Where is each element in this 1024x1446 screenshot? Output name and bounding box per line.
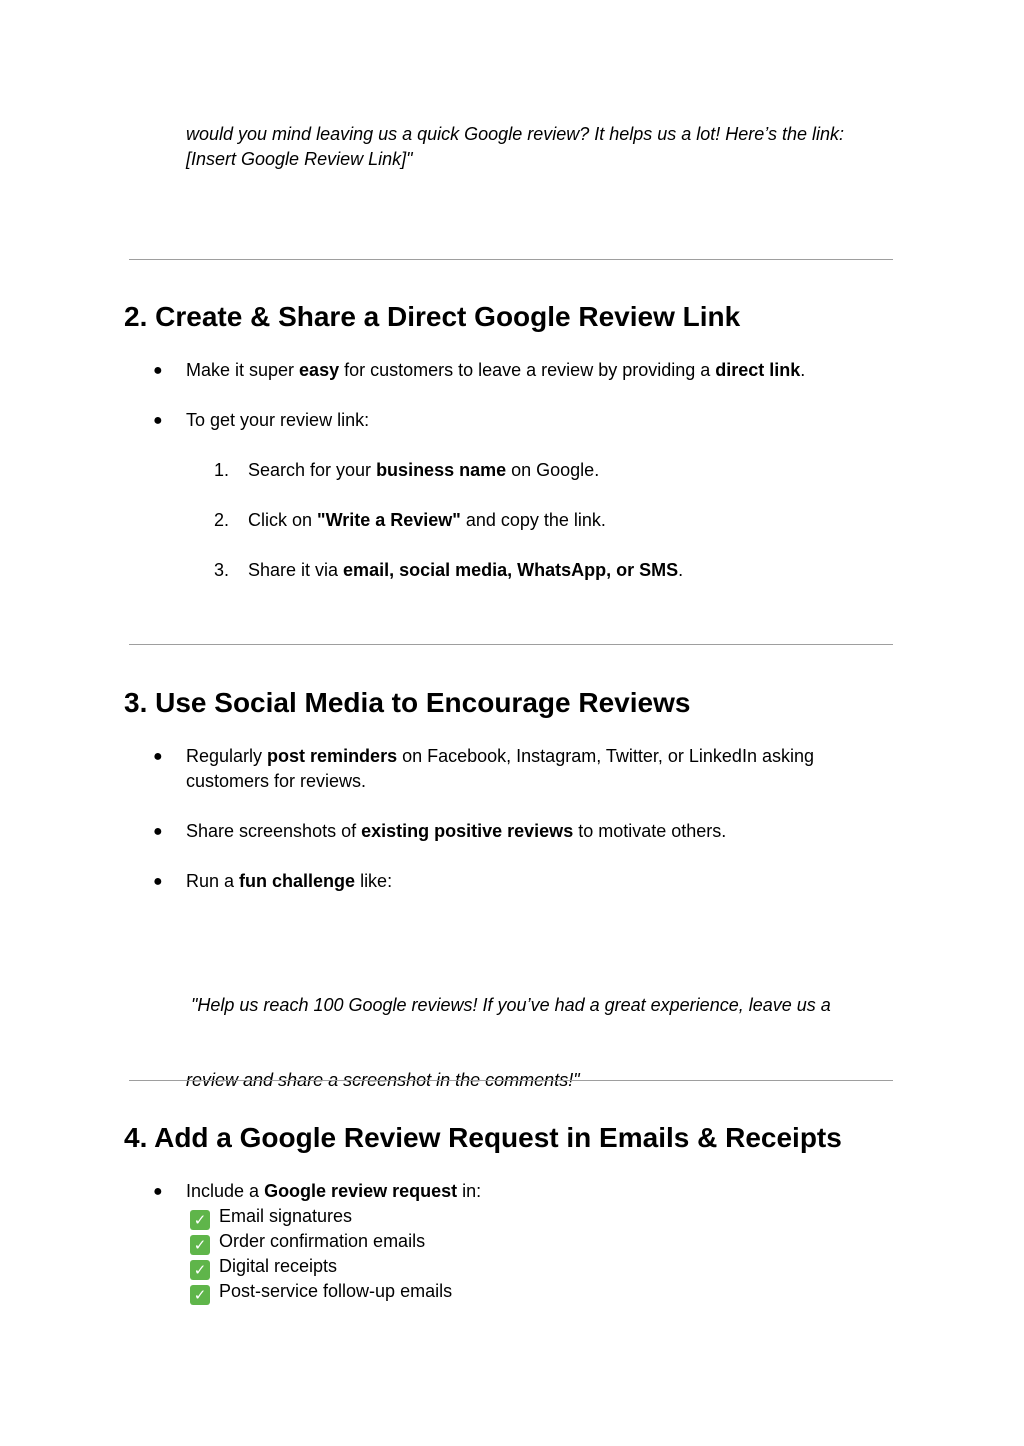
- text-run: Make it super: [186, 360, 300, 380]
- text-run: to motivate others.: [573, 821, 727, 841]
- step-number: 1.: [214, 460, 230, 480]
- text-run: Regularly: [186, 746, 268, 766]
- intro-quote-line-2: [Insert Google Review Link]": [186, 149, 413, 169]
- section-2-bullet-2: To get your review link:: [186, 410, 370, 430]
- text-run: like:: [355, 871, 393, 891]
- checklist-item: [190, 1279, 452, 1305]
- step-3: [248, 558, 683, 583]
- bullet-icon: ●: [153, 412, 163, 429]
- text-run: Click on: [248, 510, 318, 530]
- bold-text-run: Google review request: [264, 1181, 458, 1201]
- step-number: 2.: [214, 510, 230, 530]
- challenge-quote: [186, 943, 831, 1118]
- section-4-bullet-1: [186, 1179, 481, 1204]
- checklist-item: [190, 1229, 425, 1255]
- text-run: in:: [457, 1181, 482, 1201]
- text-run: and copy the link.: [460, 510, 606, 530]
- bold-text-run: post reminders: [267, 746, 398, 766]
- bullet-icon: ●: [153, 748, 163, 765]
- checklist-item-label: Post-service follow-up emails: [219, 1281, 453, 1301]
- bold-text-run: email, social media, WhatsApp, or SMS: [343, 560, 679, 580]
- section-3-bullet-2: [186, 819, 726, 844]
- text-run: .: [678, 560, 684, 580]
- checklist-item-label: Email signatures: [219, 1206, 353, 1226]
- text-run: Share screenshots of: [186, 821, 362, 841]
- bold-text-run: easy: [299, 360, 340, 380]
- section-2-heading: 2. Create & Share a Direct Google Review Link: [124, 301, 741, 332]
- checklist-item: [190, 1254, 337, 1280]
- challenge-quote-line-2: review and share a screenshot in the comments!": [186, 1070, 580, 1090]
- section-4-heading: 4. Add a Google Review Request in Emails & Receipts: [124, 1122, 842, 1153]
- text-run: .: [800, 360, 806, 380]
- checkmark-icon: ✓: [190, 1285, 210, 1305]
- text-run: for customers to leave a review by providing a: [339, 360, 716, 380]
- checklist-item-label: Digital receipts: [219, 1256, 338, 1276]
- section-3-bullet-3: [186, 869, 392, 894]
- bold-text-run: fun challenge: [239, 871, 356, 891]
- bold-text-run: "Write a Review": [317, 510, 461, 530]
- section-3-heading: 3. Use Social Media to Encourage Reviews: [124, 687, 691, 718]
- checkmark-icon: ✓: [190, 1260, 210, 1280]
- checkmark-icon: ✓: [190, 1235, 210, 1255]
- bullet-icon: ●: [153, 362, 163, 379]
- divider: [129, 1080, 893, 1081]
- text-run: Include a: [186, 1181, 265, 1201]
- step-number: 3.: [214, 560, 230, 580]
- bold-text-run: business name: [376, 460, 507, 480]
- divider: [129, 259, 893, 260]
- bullet-icon: ●: [153, 873, 163, 890]
- text-run: on Google.: [506, 460, 600, 480]
- step-2: [248, 508, 606, 533]
- text-run: Search for your: [248, 460, 377, 480]
- bullet-icon: ●: [153, 823, 163, 840]
- step-1: [248, 458, 599, 483]
- bullet-line: [186, 744, 814, 769]
- text-run: Share it via: [248, 560, 344, 580]
- bullet-icon: ●: [153, 1183, 163, 1200]
- divider: [129, 644, 893, 645]
- intro-quote: [186, 122, 844, 172]
- bold-text-run: existing positive reviews: [361, 821, 574, 841]
- section-2-bullet-1: [186, 358, 805, 383]
- challenge-quote-line-1: "Help us reach 100 Google reviews! If you’ve had a great experience, leave us a: [186, 995, 831, 1015]
- bullet-line: customers for reviews.: [186, 771, 367, 791]
- intro-quote-line-1: would you mind leaving us a quick Google review? It helps us a lot! Here’s the link:: [186, 124, 845, 144]
- text-run: Run a: [186, 871, 240, 891]
- checklist-item-label: Order confirmation emails: [219, 1231, 426, 1251]
- checkmark-icon: ✓: [190, 1210, 210, 1230]
- section-3-bullet-1: [186, 744, 814, 794]
- checklist-item: [190, 1204, 352, 1230]
- text-run: on Facebook, Instagram, Twitter, or LinkedIn asking: [397, 746, 814, 766]
- bold-text-run: direct link: [715, 360, 801, 380]
